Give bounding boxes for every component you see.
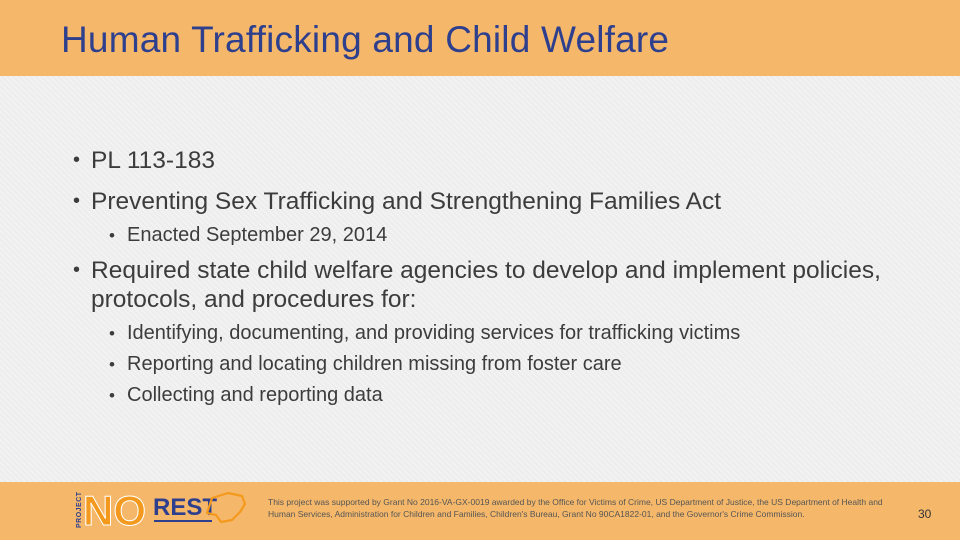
bullet-item: • Required state child welfare agencies to develop and implement policies, protocols, and procedures for: <box>73 256 933 314</box>
sub-bullet-item: • Enacted September 29, 2014 <box>109 220 933 251</box>
sub-bullet-item: • Identifying, documenting, and providing services for trafficking victims <box>109 318 933 349</box>
page-number: 30 <box>918 507 932 521</box>
bullet-list <box>73 146 933 411</box>
header-band <box>0 0 960 76</box>
sub-bullet-item: • Collecting and reporting data <box>109 380 933 411</box>
bullet-item: • Preventing Sex Trafficking and Strengthening Families Act <box>73 187 933 216</box>
logo-word-no: NO <box>83 487 146 532</box>
logo-prefix: PROJECT <box>76 491 83 528</box>
project-no-rest-logo <box>70 484 250 532</box>
slide-title: Human Trafficking and Child Welfare <box>61 19 670 60</box>
funding-acknowledgement: This project was supported by Grant No 2016-VA-GX-0019 awarded by the Office for Victims of Crime, US Department of Justice, the US Department of Health and Human Services, Administration for Children and Families, Children's Bureau, Grant No 90CA1822-01, and the Governor's Crime Commission. <box>268 497 883 519</box>
logo-word-rest: REST <box>153 494 218 521</box>
bullet-item: • PL 113-183 <box>73 146 933 175</box>
sub-bullet-item: • Reporting and locating children missing from foster care <box>109 349 933 380</box>
